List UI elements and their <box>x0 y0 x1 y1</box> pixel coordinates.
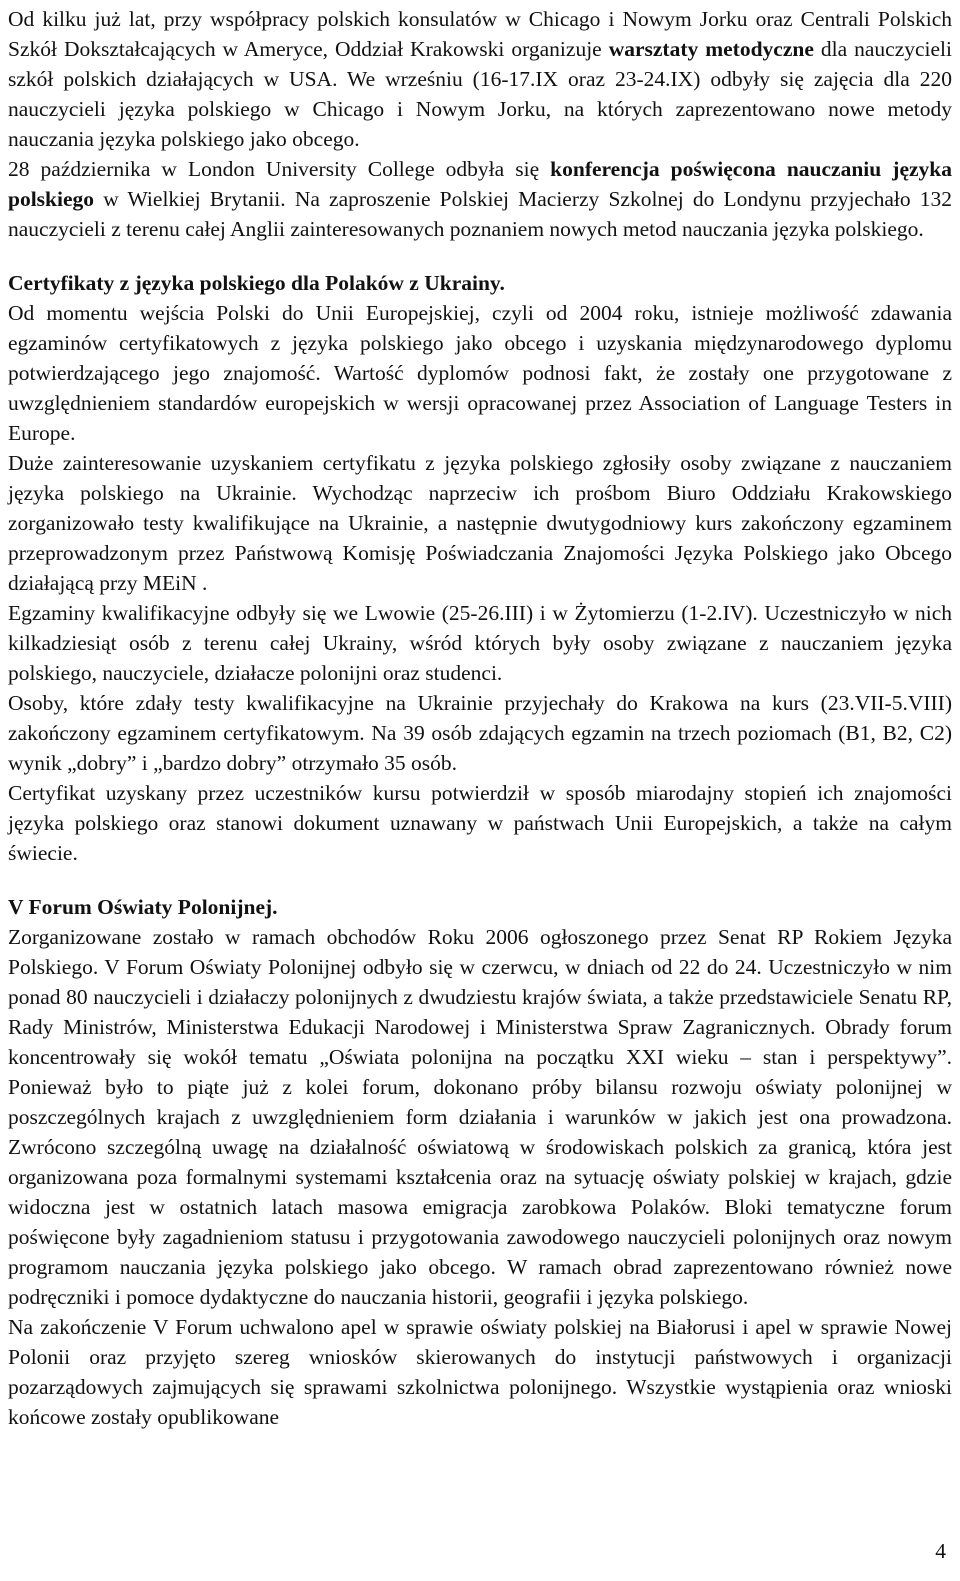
warsztaty-emphasis: warsztaty metodyczne <box>608 37 814 61</box>
certyfikaty-heading: Certyfikaty z języka polskiego dla Polaków z Ukrainy. <box>8 271 505 295</box>
certyfikaty-paragraph: Egzaminy kwalifikacyjne odbyły się we Lwowie (25-26.III) i w Żytomierzu (1-2.IV). Uczestniczyło w nich kilkadziesiąt osób z terenu całej Ukrainy, wśród których były osoby związane z nauczaniem języka polskiego, nauczyciele, działacze polonijni oraz studenci. <box>8 601 952 685</box>
certyfikaty-paragraph: Certyfikat uzyskany przez uczestników kursu potwierdził w sposób miarodajny stopień ich znajomości języka polskiego oraz stanowi dokument uznawany w państwach Unii Europejskich, a także na całym świecie. <box>8 781 952 865</box>
forum-heading: V Forum Oświaty Polonijnej. <box>8 895 278 919</box>
warsztaty-paragraph: Od kilku już lat, przy współpracy polskich konsulatów w Chicago i Nowym Jorku oraz Centrali Polskich Szkół Dokształcających w Ameryce, Oddział Krakowski organizuje warsztaty metodyczne dla nauczycieli szkół polskich działających w USA. We wrześniu (16-17.IX oraz 23-24.IX) odbyły się zajęcia dla 220 nauczycieli języka polskiego w Chicago i Nowym Jorku, na których zaprezentowano nowe metody nauczania języka polskiego jako obcego. <box>8 7 952 151</box>
forum-paragraph: Zorganizowane zostało w ramach obchodów Roku 2006 ogłoszonego przez Senat RP Rokiem Języka Polskiego. V Forum Oświaty Polonijnej odbyło się w czerwcu, w dniach od 22 do 24. Uczestniczyło w nim ponad 80 nauczycieli i działaczy polonijnych z dwudziestu krajów świata, a także przedstawiciele Senatu RP, Rady Ministrów, Ministerstwa Edukacji Narodowej i Ministerstwa Spraw Zagranicznych. Obrady forum koncentrowały się wokół tematu „Oświata polonijna na początku XXI wieku – stan i perspektywy”. Ponieważ było to piąte już z kolei forum, dokonano próby bilansu rozwoju oświaty polonijnej w poszczególnych krajach z uwzględnieniem form działania i warunków w jakich jest ona prowadzona. Zwrócono szczególną uwagę na działalność oświatową w środowiskach polskich za granicą, która jest organizowana poza formalnymi systemami kształcenia oraz na sytuację oświaty polskiej w krajach, gdzie widoczna jest w ostatnich latach masowa emigracja zarobkowa Polaków. Bloki tematyczne forum poświęcone były zagadnieniom statusu i przygotowania zawodowego nauczycieli polonijnych oraz nowym programom nauczania języka polskiego jako obcego. W ramach obrad zaprezentowano również nowe podręczniki i pomoce dydaktyczne do nauczania historii, geografii i języka polskiego. <box>8 925 952 1309</box>
certyfikaty-paragraph: Duże zainteresowanie uzyskaniem certyfikatu z języka polskiego zgłosiły osoby związane z nauczaniem języka polskiego na Ukrainie. Wychodząc naprzeciw ich prośbom Biuro Oddziału Krakowskiego zorganizowało testy kwalifikujące na Ukrainie, a następnie dwutygodniowy kurs zakończony egzaminem przeprowadzonym przez Państwową Komisję Poświadczania Znajomości Języka Polskiego jako Obcego działającą przy MEiN . <box>8 451 952 595</box>
forum-paragraph: Na zakończenie V Forum uchwalono apel w sprawie oświaty polskiej na Białorusi i apel w sprawie Nowej Polonii oraz przyjęto szereg wniosków skierowanych do instytucji państwowych i organizacji pozarządowych zajmujących się sprawami szkolnictwa polonijnego. Wszystkie wystąpienia oraz wnioski końcowe zostały opublikowane <box>8 1315 952 1429</box>
konferencja-emphasis: konferencja poświęcona nauczaniu języka polskiego <box>8 157 952 211</box>
document-page <box>8 4 952 1432</box>
certyfikaty-paragraph: Osoby, które zdały testy kwalifikacyjne na Ukrainie przyjechały do Krakowa na kurs (23.VII-5.VIII) zakończony egzaminem certyfikatowym. Na 39 osób zdających egzamin na trzech poziomach (B1, B2, C2) wynik „dobry” i „bardzo dobry” otrzymało 35 osób. <box>8 691 952 775</box>
certyfikaty-paragraph: Od momentu wejścia Polski do Unii Europejskiej, czyli od 2004 roku, istnieje możliwość zdawania egzaminów certyfikatowych z języka polskiego jako obcego i uzyskania międzynarodowego dyplomu potwierdzającego jego znajomość. Wartość dyplomów podnosi fakt, że zostały one przygotowane z uwzględnieniem standardów europejskich w wersji opracowanej przez Association of Language Testers in Europe. <box>8 301 952 445</box>
konferencja-paragraph: 28 października w London University College odbyła się konferencja poświęcona nauczaniu języka polskiego w Wielkiej Brytanii. Na zaproszenie Polskiej Macierzy Szkolnej do Londynu przyjechało 132 nauczycieli z terenu całej Anglii zainteresowanych poznaniem nowych metod nauczania języka polskiego. <box>8 157 952 241</box>
page-number: 4 <box>935 1539 946 1563</box>
